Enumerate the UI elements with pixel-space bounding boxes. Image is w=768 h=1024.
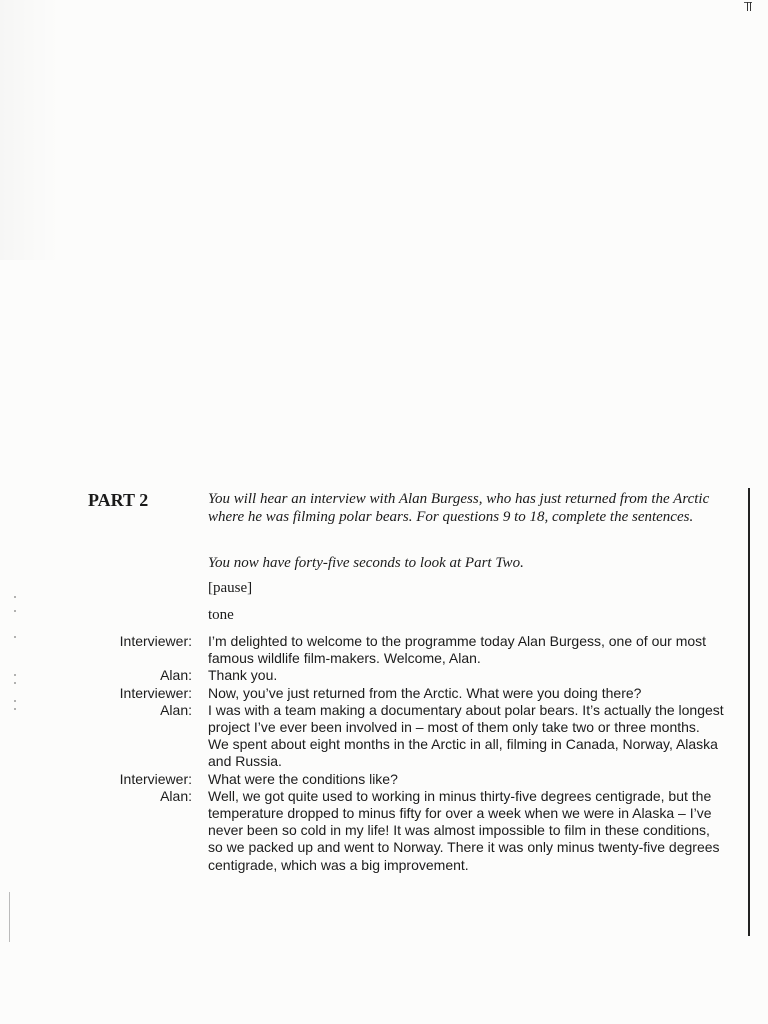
transcript-turn <box>0 667 768 684</box>
transcript-turn <box>0 702 768 771</box>
speaker-label: Alan: <box>160 667 192 684</box>
utterance-text: What were the conditions like? <box>208 770 398 787</box>
pause-cue: [pause] <box>208 580 253 596</box>
transcript-turn <box>0 771 768 788</box>
speaker-label: Interviewer: <box>119 770 192 787</box>
speaker-label: Alan: <box>160 787 192 804</box>
transcript-turn <box>0 633 768 667</box>
utterance-text: Thank you. <box>208 667 278 684</box>
transcript-turn <box>0 685 768 702</box>
tone-cue: tone <box>208 607 234 623</box>
instructions-text: You will hear an interview with Alan Burgess, who has just returned from the Arctic where he was filming polar bears. For questions 9 to 18, complete the sentences. <box>208 491 710 525</box>
scan-corner-mark <box>744 0 758 11</box>
look-time-note: You now have forty-five seconds to look at Part Two. <box>208 555 524 571</box>
scan-shading <box>0 0 60 260</box>
utterance-text: Now, you’ve just returned from the Arctic. What were you doing there? <box>208 684 642 701</box>
part-heading: PART 2 <box>88 490 149 510</box>
speaker-label: Alan: <box>160 701 192 718</box>
speaker-label: Interviewer: <box>119 633 192 649</box>
transcript <box>0 633 768 874</box>
speaker-label: Interviewer: <box>119 684 192 701</box>
utterance-text: I’m delighted to welcome to the programme today Alan Burgess, one of our most famous wildlife film-makers. Welcome, Alan. <box>208 633 707 667</box>
transcript-turn <box>0 788 768 874</box>
scan-edge-line <box>9 892 10 942</box>
utterance-text: Well, we got quite used to working in minus thirty-five degrees centigrade, but the temperature dropped to minus fifty for over a week when we were in Alaska – I’ve never been so cold in my life! It was almost impossible to film in these conditions, so we packed up and went to Norway. There it was only minus twenty-five degrees centigrade, which was a big improvement. <box>208 787 720 873</box>
utterance-text: I was with a team making a documentary about polar bears. It’s actually the longest project I’ve ever been involved in – most of them only take two or three months. We spent about eight months in the Arctic in all, filming in Canada, Norway, Alaska and Russia. <box>208 701 724 770</box>
